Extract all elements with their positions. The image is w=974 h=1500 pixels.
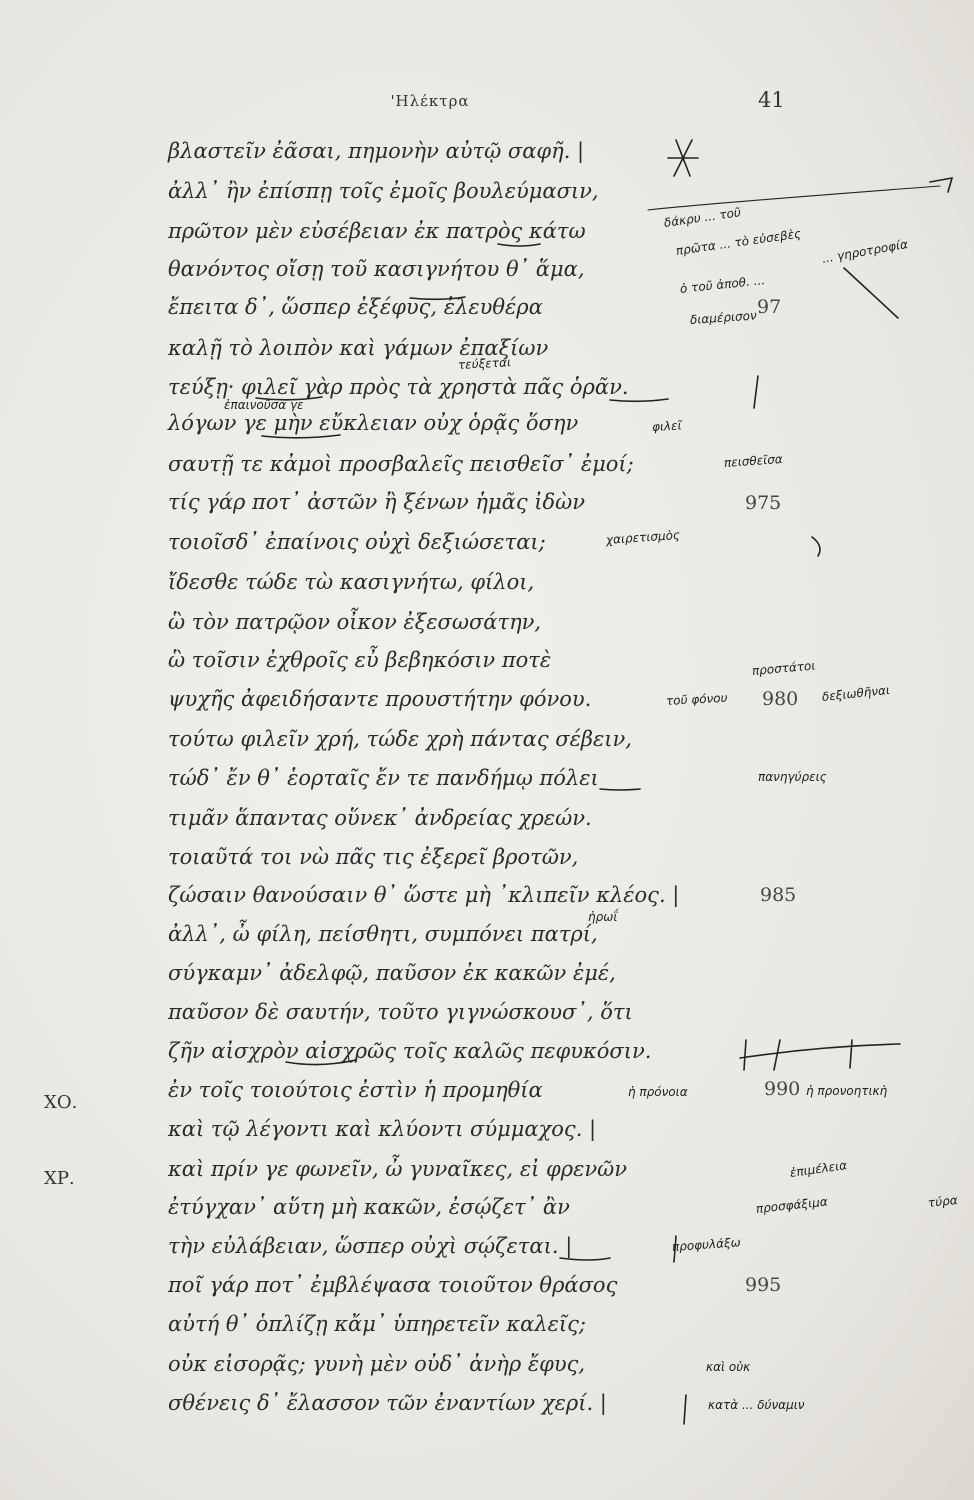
underline-mark bbox=[498, 244, 540, 246]
verse-line: ἔπειτα δ᾽, ὥσπερ ἐξέφυς, ἐλευθέρα bbox=[168, 295, 543, 319]
handwritten-annotation: τοῦ φόνου bbox=[665, 690, 728, 708]
handwritten-annotation: πεισθεῖσα bbox=[723, 451, 784, 470]
handwritten-annotation: ἐπαινοῦσα γε bbox=[224, 398, 304, 412]
verse-line: τοιοῖσδ᾽ ἐπαίνοις οὐχὶ δεξιώσεται; bbox=[168, 530, 546, 554]
verse-line: ἐν τοῖς τοιούτοις ἐστὶν ἡ προμηθία bbox=[168, 1078, 543, 1102]
underline-mark bbox=[256, 397, 322, 400]
verse-line: καὶ τῷ λέγοντι καὶ κλύοντι σύμμαχος. | bbox=[168, 1117, 597, 1141]
handwritten-annotation: κατὰ ... δύναμιν bbox=[708, 1398, 805, 1412]
verse-line: ἀλλ᾽, ὦ φίλη, πείσθητι, συμπόνει πατρί, bbox=[168, 922, 598, 946]
verse-line: καὶ πρίν γε φωνεῖν, ὦ γυναῖκες, εἰ φρενῶν bbox=[168, 1157, 627, 1181]
margin-stroke bbox=[648, 186, 940, 210]
handwritten-annotation: ... γηροτροφία bbox=[820, 236, 909, 266]
verse-line: σθένεις δ᾽ ἔλασσον τῶν ἐναντίων χερί. | bbox=[168, 1391, 607, 1415]
verse-line: θανόντος οἴσῃ τοῦ κασιγνήτου θ᾽ ἅμα, bbox=[168, 257, 585, 281]
underline-mark bbox=[410, 297, 465, 299]
verse-line: ἀλλ᾽ ἢν ἐπίσπῃ τοῖς ἐμοῖς βουλεύμασιν, bbox=[168, 179, 599, 203]
handwritten-annotation: χαιρετισμὸς bbox=[605, 527, 681, 547]
verse-line: αὐτή θ᾽ ὁπλίζῃ κἄμ᾽ ὑπηρετεῖν καλεῖς; bbox=[168, 1312, 586, 1336]
bar-mark bbox=[684, 1395, 686, 1424]
handwritten-annotation: προσφάξιμα bbox=[755, 1194, 829, 1216]
verse-line: λόγων γε μὴν εὔκλειαν οὐχ ὁρᾷς ὅσην bbox=[168, 411, 579, 435]
underline-mark bbox=[286, 1060, 356, 1065]
bar-mark bbox=[754, 376, 758, 408]
handwritten-annotation: ἐπιμέλεια bbox=[789, 1158, 848, 1180]
verse-line: καλῇ τὸ λοιπὸν καὶ γάμων ἐπαξίων bbox=[168, 336, 549, 360]
speaker-label: ΧΟ. bbox=[44, 1092, 78, 1113]
verse-line: ὣ τοῖσιν ἐχθροῖς εὖ βεβηκόσιν ποτὲ bbox=[168, 648, 552, 672]
verse-line: οὐκ εἰσορᾷς; γυνὴ μὲν οὐδ᾽ ἀνὴρ ἔφυς, bbox=[168, 1352, 586, 1376]
bar-mark bbox=[674, 1236, 676, 1262]
verse-line: τοιαῦτά τοι νὼ πᾶς τις ἐξερεῖ βροτῶν, bbox=[168, 845, 579, 869]
underline-mark bbox=[262, 435, 340, 438]
handwritten-annotation: ἡ προνοητικὴ bbox=[806, 1084, 888, 1098]
verse-line: σαυτῇ τε κἀμοὶ προσβαλεῖς πεισθεῖσ᾽ ἐμοί; bbox=[168, 452, 634, 476]
speaker-label: ΧΡ. bbox=[44, 1168, 75, 1189]
verse-line: τώδ᾽ ἔν θ᾽ ἑορταῖς ἔν τε πανδήμῳ πόλει bbox=[168, 766, 599, 790]
verse-line: παῦσον δὲ σαυτήν, τοῦτο γιγνώσκουσ᾽, ὅτι bbox=[168, 1000, 633, 1024]
line-number: 985 bbox=[760, 884, 797, 906]
underline-mark bbox=[600, 789, 640, 790]
line-number: 995 bbox=[745, 1274, 782, 1296]
verse-line: τιμᾶν ἅπαντας οὕνεκ᾽ ἀνδρείας χρεών. bbox=[168, 806, 592, 830]
handwritten-annotation: πρῶτα ... τὸ εὐσεβὲς bbox=[675, 226, 802, 258]
handwritten-annotation: προστάτοι bbox=[751, 658, 816, 678]
underline-mark bbox=[560, 1258, 610, 1260]
verse-line: τίς γάρ ποτ᾽ ἀστῶν ἢ ξένων ἡμᾶς ἰδὼν bbox=[168, 490, 586, 514]
verse-line: τὴν εὐλάβειαν, ὥσπερ οὐχὶ σῴζεται. | bbox=[168, 1234, 573, 1258]
verse-line: τεύξῃ· φιλεῖ γὰρ πρὸς τὰ χρηστὰ πᾶς ὁρᾶν. bbox=[168, 375, 629, 399]
asterisk-mark bbox=[668, 140, 698, 176]
margin-stroke bbox=[844, 268, 898, 318]
verse-line: ὣ τὸν πατρῷον οἶκον ἐξεσωσάτην, bbox=[168, 610, 542, 634]
verse-line: ψυχῆς ἀφειδήσαντε προυστήτην φόνου. bbox=[168, 687, 592, 711]
handwritten-annotation: διαμέρισον bbox=[689, 308, 758, 327]
handwritten-annotation: τεύξεται bbox=[457, 355, 512, 372]
verse-line: ἐτύγχαν᾽ αὕτη μὴ κακῶν, ἐσῴζετ᾽ ἂν bbox=[168, 1195, 570, 1219]
handwritten-annotation: προφυλάξω bbox=[671, 1235, 742, 1254]
margin-stroke bbox=[812, 537, 820, 556]
handwritten-annotation: τύρα bbox=[927, 1192, 959, 1210]
verse-line: ποῖ γάρ ποτ᾽ ἐμβλέψασα τοιοῦτον θράσος bbox=[168, 1273, 618, 1297]
line-number: 980 bbox=[762, 688, 799, 710]
verse-line: σύγκαμν᾽ ἀδελφῷ, παῦσον ἐκ κακῶν ἐμέ, bbox=[168, 961, 616, 985]
margin-stroke bbox=[930, 178, 952, 192]
verse-line: βλαστεῖν ἐᾶσαι, πημονὴν αὐτῷ σαφῆ. | bbox=[168, 139, 585, 163]
verse-line: ζώσαιν θανούσαιν θ᾽ ὥστε μὴ ᾽κλιπεῖν κλέος. | bbox=[168, 883, 680, 907]
line-number: 97 bbox=[757, 296, 782, 318]
verse-line: ἴδεσθε τώδε τὼ κασιγνήτω, φίλοι, bbox=[168, 570, 535, 594]
handwritten-annotation: ἠρωΐ bbox=[588, 910, 618, 924]
line-number: 990 bbox=[764, 1078, 801, 1100]
handwritten-annotation: δάκρυ ... τοῦ bbox=[663, 205, 742, 230]
verse-line: τούτω φιλεῖν χρή, τώδε χρὴ πάντας σέβειν, bbox=[168, 727, 632, 751]
handwritten-annotation: πανηγύρεις bbox=[758, 770, 827, 784]
handwritten-annotation: καὶ οὐκ bbox=[706, 1360, 751, 1374]
line-number: 975 bbox=[745, 492, 782, 514]
underline-mark bbox=[610, 399, 668, 401]
running-title: 'Ηλέκτρα bbox=[390, 92, 470, 110]
handwritten-annotation: ὁ τοῦ ἀποθ. ... bbox=[679, 273, 766, 296]
verse-line: ζῆν αἰσχρὸν αἰσχρῶς τοῖς καλῶς πεφυκόσιν. bbox=[168, 1039, 652, 1063]
page-number: 41 bbox=[758, 88, 785, 112]
handwritten-annotation: δεξιωθῆναι bbox=[821, 682, 891, 704]
cross-marks bbox=[740, 1040, 900, 1070]
handwritten-annotation: φιλεῖ bbox=[651, 418, 682, 434]
verse-line: πρῶτον μὲν εὐσέβειαν ἐκ πατρὸς κάτω bbox=[168, 219, 586, 243]
handwritten-annotation: ἡ πρόνοια bbox=[628, 1085, 688, 1099]
